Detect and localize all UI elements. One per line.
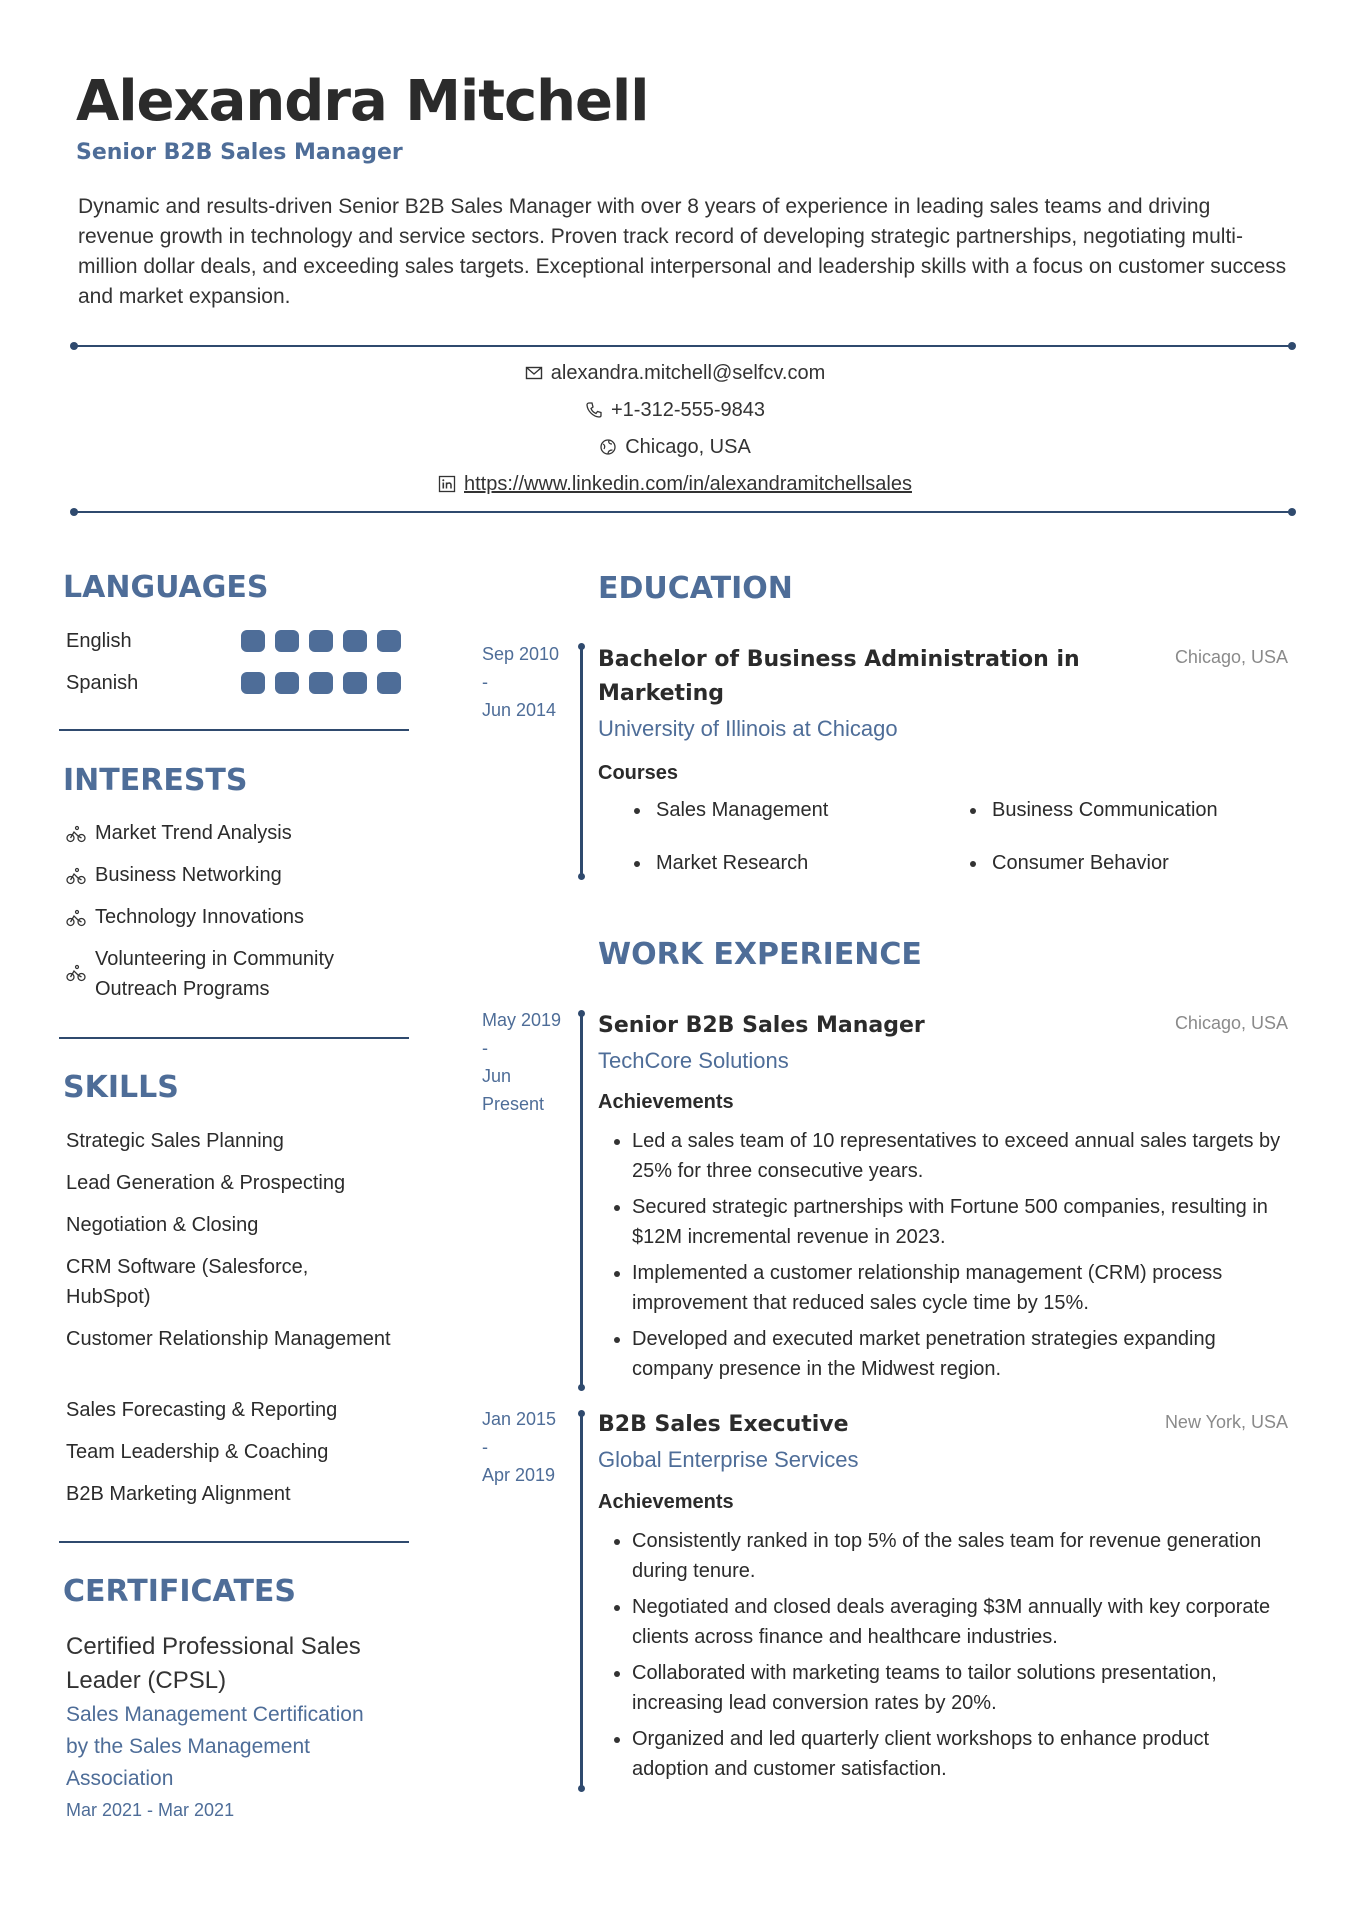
level-dot [309, 672, 333, 694]
job-title: Senior B2B Sales Manager [76, 140, 403, 165]
language-level-dots [241, 672, 401, 694]
interests-heading: INTERESTS [63, 763, 248, 798]
achievement-item: Consistently ranked in top 5% of the sales team for revenue generation during tenure. [632, 1526, 1282, 1586]
education-heading: EDUCATION [598, 571, 793, 606]
achievement-item: Led a sales team of 10 representatives to exceed annual sales targets by 25% for three consecutive years. [632, 1126, 1282, 1186]
end-date: Jun 2014 [482, 700, 557, 720]
language-name: English [66, 629, 132, 652]
level-dot [343, 630, 367, 652]
education-dates [482, 640, 572, 724]
linkedin-link[interactable]: https://www.linkedin.com/in/alexandramitchellsales [464, 472, 912, 495]
contact-phone-text: +1-312-555-9843 [610, 398, 765, 421]
certificate-issuer: Sales Management Certification by the Sales Management Association [66, 1703, 364, 1790]
end-date: Apr 2019 [482, 1465, 556, 1485]
language-row [66, 626, 406, 656]
skill-item: Lead Generation & Prospecting [66, 1172, 346, 1194]
degree-title: Bachelor of Business Administration in Marketing [598, 647, 1080, 706]
interest-item [66, 818, 396, 848]
achievements-label: Achievements [598, 1491, 734, 1513]
course-item [634, 799, 828, 822]
end-date: Jun Present [482, 1066, 545, 1114]
job-title-heading: B2B Sales Executive [598, 1412, 849, 1437]
skill-item: Sales Forecasting & Reporting [66, 1399, 338, 1421]
bullet [970, 808, 976, 814]
date-separator: - [482, 1038, 488, 1058]
level-dot [275, 672, 299, 694]
contact-location [0, 432, 1350, 462]
education-location: Chicago, USA [1174, 647, 1288, 667]
interest-label: Technology Innovations [95, 906, 305, 928]
skill-item: Team Leadership & Coaching [66, 1441, 329, 1463]
interest-label: Business Networking [95, 864, 282, 886]
achievements-label: Achievements [598, 1091, 734, 1113]
envelope-icon [525, 364, 543, 382]
job-location: Chicago, USA [1174, 1013, 1288, 1033]
job-dates [482, 1405, 572, 1489]
bicycle-icon [66, 963, 86, 983]
language-level-dots [241, 630, 401, 652]
achievement-item: Secured strategic partnerships with Fortune 500 companies, resulting in $12M incremental revenue in 2023. [632, 1192, 1282, 1252]
level-dot [343, 672, 367, 694]
bicycle-icon [66, 824, 86, 844]
skill-item: CRM Software (Salesforce, HubSpot) [66, 1256, 309, 1308]
left-divider [59, 1037, 409, 1039]
experience-heading: WORK EXPERIENCE [598, 937, 922, 972]
left-divider [59, 729, 409, 731]
date-separator: - [482, 672, 488, 692]
interest-item [66, 860, 396, 890]
interest-item [66, 902, 396, 932]
start-date: May 2019 [482, 1010, 562, 1030]
bicycle-icon [66, 866, 86, 886]
achievement-item: Collaborated with marketing teams to tailor solutions presentation, increasing lead conversion rates by 20%. [632, 1658, 1282, 1718]
achievement-item: Implemented a customer relationship management (CRM) process improvement that reduced sales cycle time by 15%. [632, 1258, 1282, 1318]
bicycle-icon [66, 908, 86, 928]
achievement-item: Negotiated and closed deals averaging $3M annually with key corporate clients across finance and healthcare industries. [632, 1592, 1282, 1652]
course-item [970, 799, 1218, 822]
languages-heading: LANGUAGES [63, 570, 269, 605]
profile-summary: Dynamic and results-driven Senior B2B Sales Manager with over 8 years of experience in leading sales teams and driving revenue growth in technology and service sectors. Proven track record of developing strategic partnerships, negotiating multi-million dollar deals, and exceeding sales targets. Exceptional interpersonal and leadership skills with a focus on customer success and market expansion. [78, 195, 1287, 308]
linkedin-icon [438, 475, 456, 493]
company-name: TechCore Solutions [598, 1048, 789, 1073]
contact-location-text: Chicago, USA [625, 435, 751, 458]
phone-icon [585, 401, 603, 419]
candidate-name: Alexandra Mitchell [76, 69, 649, 134]
start-date: Jan 2015 [482, 1409, 557, 1429]
course-label: Market Research [656, 852, 809, 874]
globe-icon [599, 438, 617, 456]
interest-label: Volunteering in Community Outreach Programs [95, 948, 335, 1000]
school-name: University of Illinois at Chicago [598, 716, 898, 741]
certificates-heading: CERTIFICATES [63, 1574, 297, 1609]
level-dot [377, 630, 401, 652]
contact-linkedin [0, 469, 1350, 499]
courses-label: Courses [598, 762, 679, 784]
job-dates [482, 1006, 572, 1118]
level-dot [309, 630, 333, 652]
language-row [66, 668, 406, 698]
course-label: Business Communication [992, 799, 1218, 821]
certificate-name: Certified Professional Sales Leader (CPSL) [66, 1633, 361, 1694]
certificate-date: Mar 2021 - Mar 2021 [66, 1800, 235, 1820]
level-dot [241, 672, 265, 694]
level-dot [275, 630, 299, 652]
contact-email-text: alexandra.mitchell@selfcv.com [550, 361, 826, 384]
job-timeline [580, 1012, 583, 1389]
job-title-heading: Senior B2B Sales Manager [598, 1013, 925, 1038]
contact-bottom-divider [74, 511, 1292, 513]
interest-item [66, 944, 396, 1004]
contact-top-divider [74, 345, 1292, 347]
level-dot [377, 672, 401, 694]
contact-email [0, 358, 1350, 388]
skills-heading: SKILLS [63, 1070, 179, 1105]
bullet [634, 861, 640, 867]
job-timeline [580, 1412, 583, 1790]
course-item [634, 852, 808, 875]
skill-item: B2B Marketing Alignment [66, 1483, 291, 1505]
course-label: Consumer Behavior [992, 852, 1169, 874]
job-location: New York, USA [1164, 1412, 1288, 1432]
bullet [970, 861, 976, 867]
language-name: Spanish [66, 671, 139, 694]
interest-label: Market Trend Analysis [95, 822, 292, 844]
contact-phone [0, 395, 1350, 425]
achievement-item: Developed and executed market penetration strategies expanding company presence in the Midwest region. [632, 1324, 1282, 1384]
course-label: Sales Management [656, 799, 829, 821]
course-item [970, 852, 1169, 875]
level-dot [241, 630, 265, 652]
skill-item: Strategic Sales Planning [66, 1130, 284, 1152]
achievement-item: Organized and led quarterly client workshops to enhance product adoption and customer satisfaction. [632, 1724, 1282, 1784]
bullet [634, 808, 640, 814]
education-timeline [580, 645, 583, 878]
left-divider [59, 1541, 409, 1543]
company-name: Global Enterprise Services [598, 1447, 859, 1472]
skill-item: Negotiation & Closing [66, 1214, 259, 1236]
date-separator: - [482, 1437, 488, 1457]
skill-item: Customer Relationship Management [66, 1328, 391, 1350]
start-date: Sep 2010 [482, 644, 560, 664]
